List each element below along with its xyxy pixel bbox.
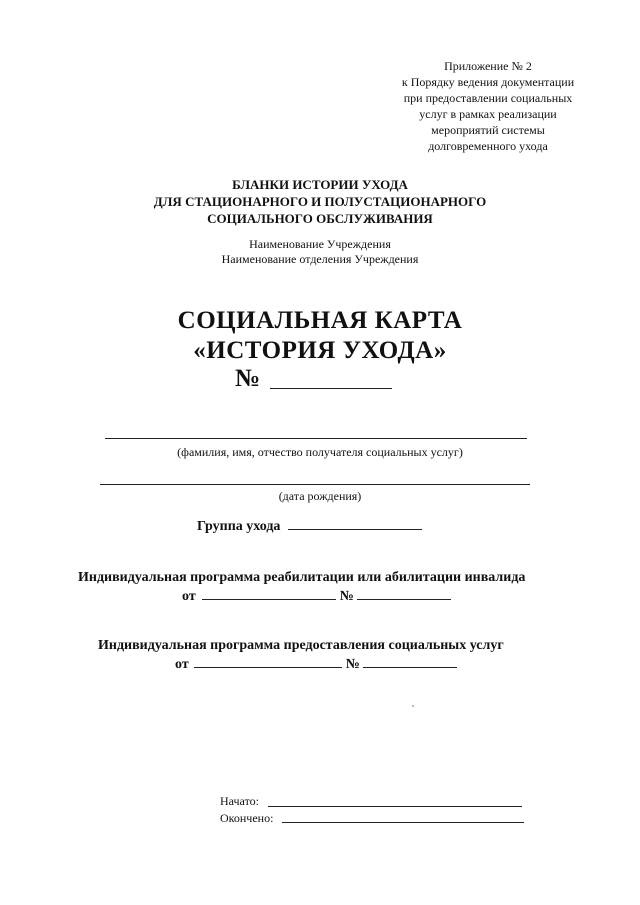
appendix-line: мероприятий системы bbox=[431, 123, 545, 137]
forms-title-line: СОЦИАЛЬНОГО ОБСЛУЖИВАНИЯ bbox=[207, 211, 433, 226]
appendix-line: долговременного ухода bbox=[428, 139, 548, 153]
finished-field[interactable] bbox=[282, 822, 524, 823]
forms-title-line: БЛАНКИ ИСТОРИИ УХОДА bbox=[232, 177, 408, 192]
card-number-field[interactable] bbox=[270, 388, 392, 389]
ippsu-from-label: от bbox=[175, 657, 189, 672]
ippsu-date-field[interactable] bbox=[194, 655, 342, 668]
ippsu-details-row bbox=[175, 655, 457, 673]
appendix-line: услуг в рамках реализации bbox=[419, 107, 557, 121]
forms-title-line: ДЛЯ СТАЦИОНАРНОГО И ПОЛУСТАЦИОНАРНОГО bbox=[153, 194, 487, 209]
scan-speck bbox=[412, 705, 414, 707]
institution-name: Наименование Учреждения bbox=[249, 237, 391, 251]
card-number-label: № bbox=[235, 365, 261, 392]
appendix-line: Приложение № 2 bbox=[444, 59, 532, 73]
care-group-label: Группа ухода bbox=[197, 519, 281, 534]
care-group-field[interactable] bbox=[288, 517, 422, 530]
ipra-title: Индивидуальная программа реабилитации или абилитации инвалида bbox=[78, 570, 526, 585]
appendix-line: к Порядку ведения документации bbox=[401, 75, 575, 89]
started-field[interactable] bbox=[268, 806, 522, 807]
birth-date-caption: (дата рождения) bbox=[278, 489, 362, 503]
ipra-date-field[interactable] bbox=[202, 587, 336, 600]
card-title-line1: СОЦИАЛЬНАЯ КАРТА bbox=[177, 307, 463, 334]
institution-block bbox=[0, 237, 640, 267]
appendix-note bbox=[388, 58, 588, 154]
finished-label: Окончено: bbox=[220, 811, 274, 825]
forms-title bbox=[0, 176, 640, 227]
ipra-from-label: от bbox=[182, 589, 196, 604]
fio-caption: (фамилия, имя, отчество получателя социальных услуг) bbox=[177, 445, 463, 459]
fio-field[interactable] bbox=[105, 438, 527, 439]
card-title-line2: «ИСТОРИЯ УХОДА» bbox=[193, 337, 447, 364]
care-group-row bbox=[197, 517, 422, 535]
department-name: Наименование отделения Учреждения bbox=[221, 252, 419, 266]
ippsu-number-label: № bbox=[345, 657, 360, 672]
ipra-number-label: № bbox=[339, 589, 354, 604]
card-title bbox=[0, 306, 640, 366]
started-label: Начато: bbox=[220, 794, 259, 808]
ipra-details-row bbox=[182, 587, 451, 605]
appendix-line: при предоставлении социальных bbox=[403, 91, 573, 105]
ippsu-number-field[interactable] bbox=[363, 655, 457, 668]
birth-date-field[interactable] bbox=[100, 484, 530, 485]
ippsu-title: Индивидуальная программа предоставления социальных услуг bbox=[98, 638, 504, 653]
ipra-number-field[interactable] bbox=[357, 587, 451, 600]
